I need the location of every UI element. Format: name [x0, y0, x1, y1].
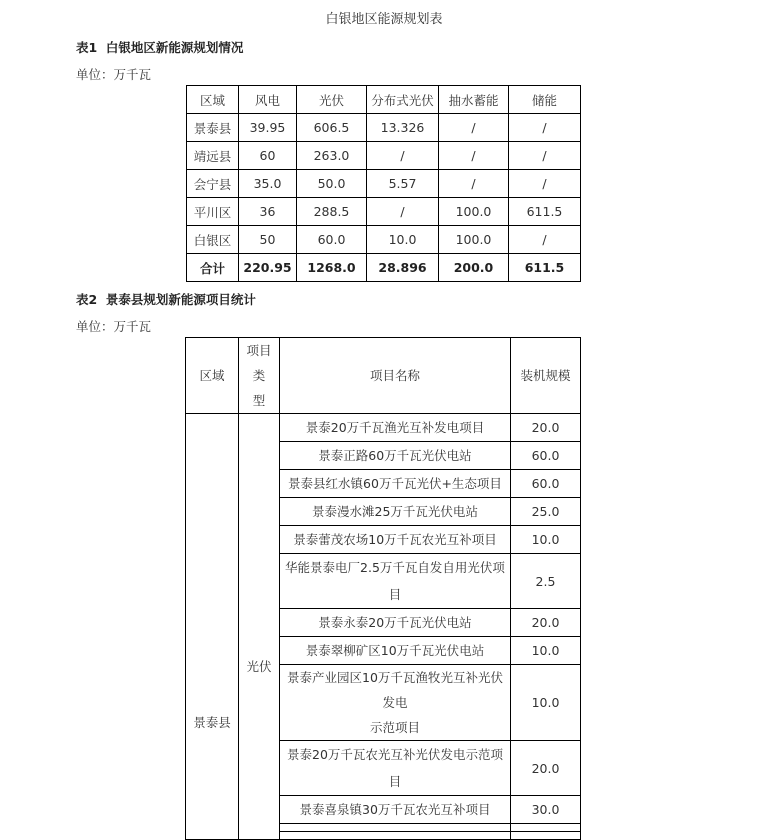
table-row: [187, 170, 581, 198]
table1-cell: 50: [239, 226, 297, 254]
table1-header-cell: 风电: [239, 86, 297, 114]
table2-project-capacity: 60.0: [511, 442, 581, 470]
table1-cell: /: [439, 114, 509, 142]
table2-project-name: 华能景泰电厂2.5万千瓦自发自用光伏项目: [280, 554, 511, 609]
table2-project-capacity: 20.0: [511, 741, 581, 796]
table2-project-name-line1: 景泰产业园区10万千瓦渔牧光互补光伏发电: [287, 670, 503, 710]
table-row: [187, 226, 581, 254]
table1-cell: 611.5: [509, 198, 581, 226]
table2-project-capacity: 10.0: [511, 637, 581, 665]
table2-project-name-line2: 示范项目: [369, 720, 420, 735]
table2-project-name: [280, 824, 511, 832]
table2-project-name: 景泰永泰20万千瓦光伏电站: [280, 609, 511, 637]
table2-region-cell: [186, 414, 239, 840]
table1-cell: 13.326: [367, 114, 439, 142]
table-row: [186, 414, 581, 442]
table1-total-cell: 合计: [187, 254, 239, 282]
table2-project-name: 景泰漫水滩25万千瓦光伏电站: [280, 498, 511, 526]
table2-project-name: 景泰喜泉镇30万千瓦农光互补项目: [280, 796, 511, 824]
table1-cell: 60.0: [297, 226, 367, 254]
table1-total-cell: 611.5: [509, 254, 581, 282]
table1-cell: 60: [239, 142, 297, 170]
table1-cell: 50.0: [297, 170, 367, 198]
table2-header-type: [239, 338, 280, 414]
table1-cell: 会宁县: [187, 170, 239, 198]
table1-cell: 100.0: [439, 198, 509, 226]
table1-cell: 平川区: [187, 198, 239, 226]
table2-region-text: 景泰县: [193, 715, 231, 730]
table1-header-cell: 抽水蓄能: [439, 86, 509, 114]
table2-project-name: 景泰正路60万千瓦光伏电站: [280, 442, 511, 470]
table1-header-cell: 区域: [187, 86, 239, 114]
table1-cell: /: [367, 142, 439, 170]
table2-header-type-line1: 项目类: [246, 343, 272, 383]
table1-cell: /: [509, 226, 581, 254]
table2-project-list: [185, 337, 581, 840]
table2-project-capacity: 60.0: [511, 470, 581, 498]
table1-energy-plan: [186, 85, 581, 282]
table2-project-capacity: 10.0: [511, 665, 581, 741]
table2-project-name: 景泰20万千瓦农光互补光伏发电示范项目: [280, 741, 511, 796]
table1-total-row: [187, 254, 581, 282]
table2-header-row: [186, 338, 581, 414]
table1-caption-text: 白银地区新能源规划情况: [105, 40, 244, 55]
table1-header-cell: 分布式光伏: [367, 86, 439, 114]
table1-header-cell: 光伏: [297, 86, 367, 114]
table1-cell: 606.5: [297, 114, 367, 142]
table2-caption: [76, 290, 256, 308]
table1-unit: 单位：万千瓦: [76, 67, 152, 82]
table2-project-capacity: 20.0: [511, 609, 581, 637]
table2-type-cell: [239, 414, 280, 840]
table1-header-cell: 储能: [509, 86, 581, 114]
table2-type-text: 光伏: [246, 659, 272, 674]
table2-header-type-line2: 型: [252, 393, 266, 408]
table2-caption-number: 表2: [76, 292, 98, 307]
table1-cell: 36: [239, 198, 297, 226]
table1-cell: /: [509, 142, 581, 170]
table2-project-name: 景泰蕾茂农场10万千瓦农光互补项目: [280, 526, 511, 554]
table1-total-cell: 28.896: [367, 254, 439, 282]
table1-cell: /: [439, 170, 509, 198]
table2-project-name: [280, 832, 511, 840]
table1-cell: 5.57: [367, 170, 439, 198]
table1-cell: 263.0: [297, 142, 367, 170]
table1-cell: 100.0: [439, 226, 509, 254]
table2-project-capacity: 2.5: [511, 554, 581, 609]
table2-project-capacity: 10.0: [511, 526, 581, 554]
table-row: [187, 142, 581, 170]
table1-total-cell: 220.95: [239, 254, 297, 282]
table2-header-capacity: 装机规模: [511, 338, 581, 414]
table1-total-cell: 1268.0: [297, 254, 367, 282]
table2-project-name: [280, 665, 511, 741]
table1-cell: /: [509, 170, 581, 198]
table2-project-name: 景泰县红水镇60万千瓦光伏+生态项目: [280, 470, 511, 498]
table2-project-name: 景泰翠柳矿区10万千瓦光伏电站: [280, 637, 511, 665]
table2-project-capacity: 20.0: [511, 414, 581, 442]
table1-cell: /: [439, 142, 509, 170]
table1-caption-number: 表1: [76, 40, 98, 55]
table1-header-row: [187, 86, 581, 114]
table1-cell: 39.95: [239, 114, 297, 142]
table2-project-capacity: 25.0: [511, 498, 581, 526]
table1-cell: 288.5: [297, 198, 367, 226]
table1-total-cell: 200.0: [439, 254, 509, 282]
table1-caption: [76, 38, 243, 56]
table2-project-capacity: [511, 832, 581, 840]
table2-header-region: 区域: [186, 338, 239, 414]
table1-cell: 靖远县: [187, 142, 239, 170]
table1-cell: 35.0: [239, 170, 297, 198]
table2-caption-text: 景泰县规划新能源项目统计: [105, 292, 256, 307]
table1-cell: /: [367, 198, 439, 226]
table-row: [187, 198, 581, 226]
table1-cell: 白银区: [187, 226, 239, 254]
table2-project-capacity: [511, 824, 581, 832]
table2-project-capacity: 30.0: [511, 796, 581, 824]
table1-cell: /: [509, 114, 581, 142]
table2-project-name: 景泰20万千瓦渔光互补发电项目: [280, 414, 511, 442]
table2-unit: 单位：万千瓦: [76, 319, 152, 334]
table-row: [187, 114, 581, 142]
table1-cell: 景泰县: [187, 114, 239, 142]
table1-cell: 10.0: [367, 226, 439, 254]
table2-header-name: 项目名称: [280, 338, 511, 414]
page-title: 白银地区能源规划表: [325, 12, 443, 27]
